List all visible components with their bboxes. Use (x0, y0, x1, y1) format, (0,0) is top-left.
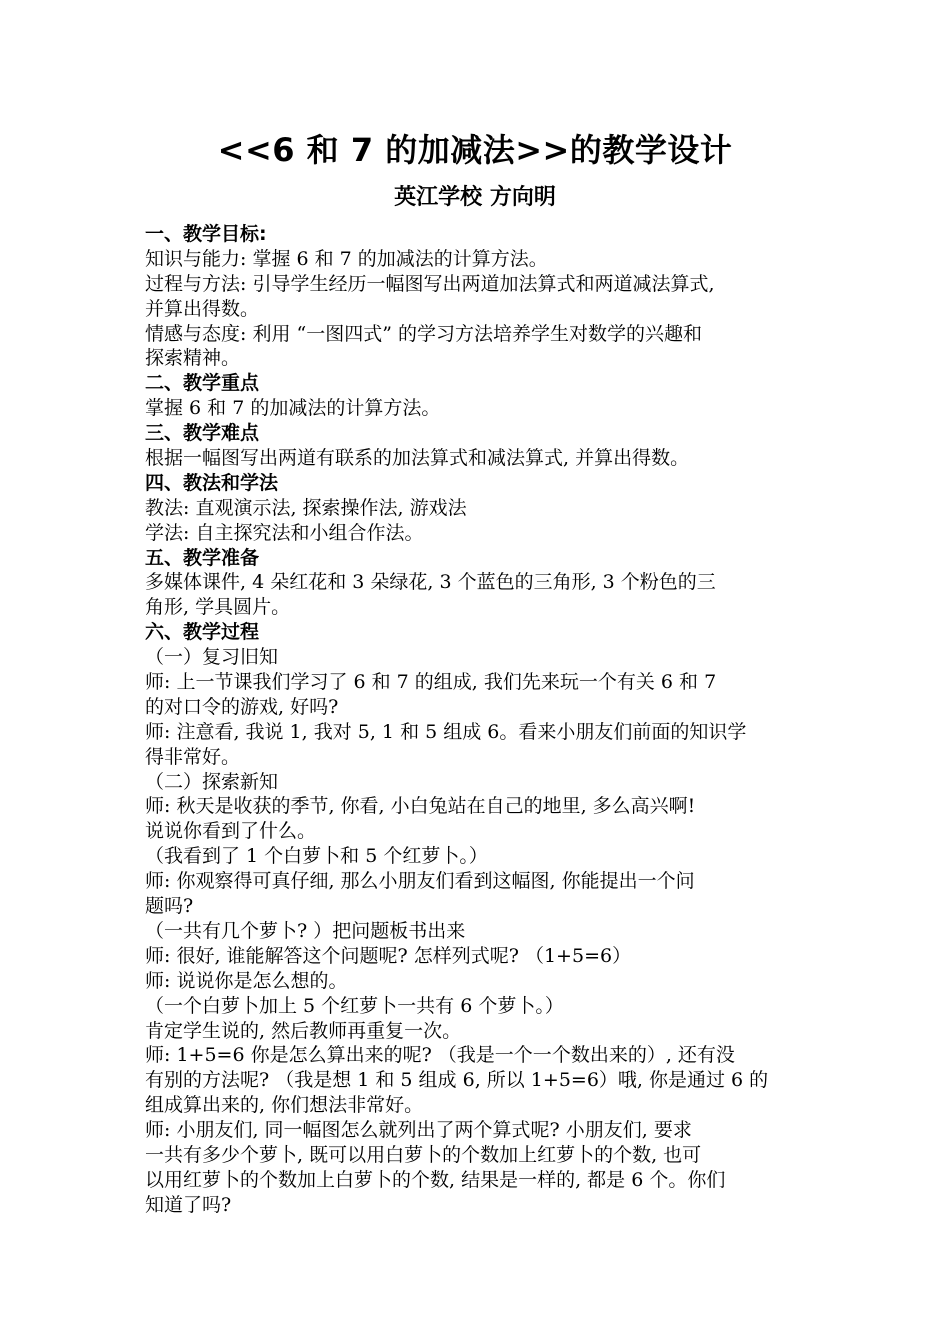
body-text-line: 角形, 学具圆片。 (145, 596, 291, 619)
body-text-line: 多媒体课件, 4 朵红花和 3 朵绿花, 3 个蓝色的三角形, 3 个粉色的三 (145, 571, 716, 594)
body-text-line: 情感与态度: 利用 “一图四式” 的学习方法培养学生对数学的兴趣和 (145, 322, 702, 345)
document-title: <<6 和 7 的加减法>>的教学设计 (217, 131, 733, 169)
body-text-line: （一个白萝卜加上 5 个红萝卜一共有 6 个萝卜。） (145, 994, 564, 1017)
body-text-line: 的对口令的游戏, 好吗? (145, 695, 339, 718)
body-text-line: 得非常好。 (145, 745, 241, 768)
body-text-line: 教法: 直观演示法, 探索操作法, 游戏法 (145, 496, 467, 519)
body-text-line: （一共有几个萝卜? ）把问题板书出来 (145, 919, 466, 942)
body-text-line: 师: 很好, 谁能解答这个问题呢? 怎样列式呢? （1+5=6） (145, 944, 632, 967)
body-text-line: 知识与能力: 掌握 6 和 7 的加减法的计算方法。 (145, 247, 548, 270)
body-text-line: 师: 秋天是收获的季节, 你看, 小白兔站在自己的地里, 多么高兴啊! (145, 795, 696, 818)
section-heading: 二、教学重点 (145, 372, 260, 395)
body-text-line: 题吗? (145, 895, 194, 918)
body-text-line: 组成算出来的, 你们想法非常好。 (145, 1094, 424, 1117)
body-text-line: 师: 小朋友们, 同一幅图怎么就列出了两个算式呢? 小朋友们, 要求 (145, 1119, 692, 1142)
body-text-line: 师: 注意看, 我说 1, 我对 5, 1 和 5 组成 6。看来小朋友们前面的知识学 (145, 720, 747, 743)
body-text-line: 根据一幅图写出两道有联系的加法算式和减法算式, 并算出得数。 (145, 447, 690, 470)
body-text-line: 以用红萝卜的个数加上白萝卜的个数, 结果是一样的, 都是 6 个。你们 (145, 1168, 726, 1191)
author-line: 英江学校 方向明 (394, 185, 556, 210)
body-text-line: 师: 你观察得可真仔细, 那么小朋友们看到这幅图, 你能提出一个问 (145, 870, 695, 893)
body-text-line: 掌握 6 和 7 的加减法的计算方法。 (145, 397, 441, 420)
body-text-line: 过程与方法: 引导学生经历一幅图写出两道加法算式和两道减法算式, (145, 272, 715, 295)
section-heading: 四、教法和学法 (145, 471, 279, 494)
body-text-line: 肯定学生说的, 然后教师再重复一次。 (145, 1019, 462, 1042)
body-text-line: 师: 说说你是怎么想的。 (145, 969, 348, 992)
body-text-line: （二）探索新知 (145, 770, 279, 793)
body-text-line: 师: 1+5=6 你是怎么算出来的呢? （我是一个一个数出来的）, 还有没 (145, 1044, 735, 1067)
body-text-line: 探索精神。 (145, 347, 241, 370)
section-heading: 六、教学过程 (145, 621, 260, 644)
section-heading: 一、教学目标: (145, 223, 267, 245)
body-text-line: （我看到了 1 个白萝卜和 5 个红萝卜。） (145, 845, 488, 868)
body-text-line: 知道了吗? (145, 1193, 232, 1216)
section-heading: 三、教学难点 (145, 422, 260, 445)
body-text-line: 学法: 自主探究法和小组合作法。 (145, 521, 424, 544)
section-heading: 五、教学准备 (145, 546, 260, 569)
body-text-line: 有别的方法呢? （我是想 1 和 5 组成 6, 所以 1+5=6）哦, 你是通过 6 的 (145, 1069, 769, 1092)
body-text-line: （一）复习旧知 (145, 646, 279, 669)
body-text-line: 一共有多少个萝卜, 既可以用白萝卜的个数加上红萝卜的个数, 也可 (145, 1143, 702, 1166)
body-text-line: 说说你看到了什么。 (145, 820, 317, 843)
document-body (145, 222, 813, 1218)
body-text-line: 并算出得数。 (145, 297, 260, 320)
body-text-line: 师: 上一节课我们学习了 6 和 7 的组成, 我们先来玩一个有关 6 和 7 (145, 671, 717, 694)
